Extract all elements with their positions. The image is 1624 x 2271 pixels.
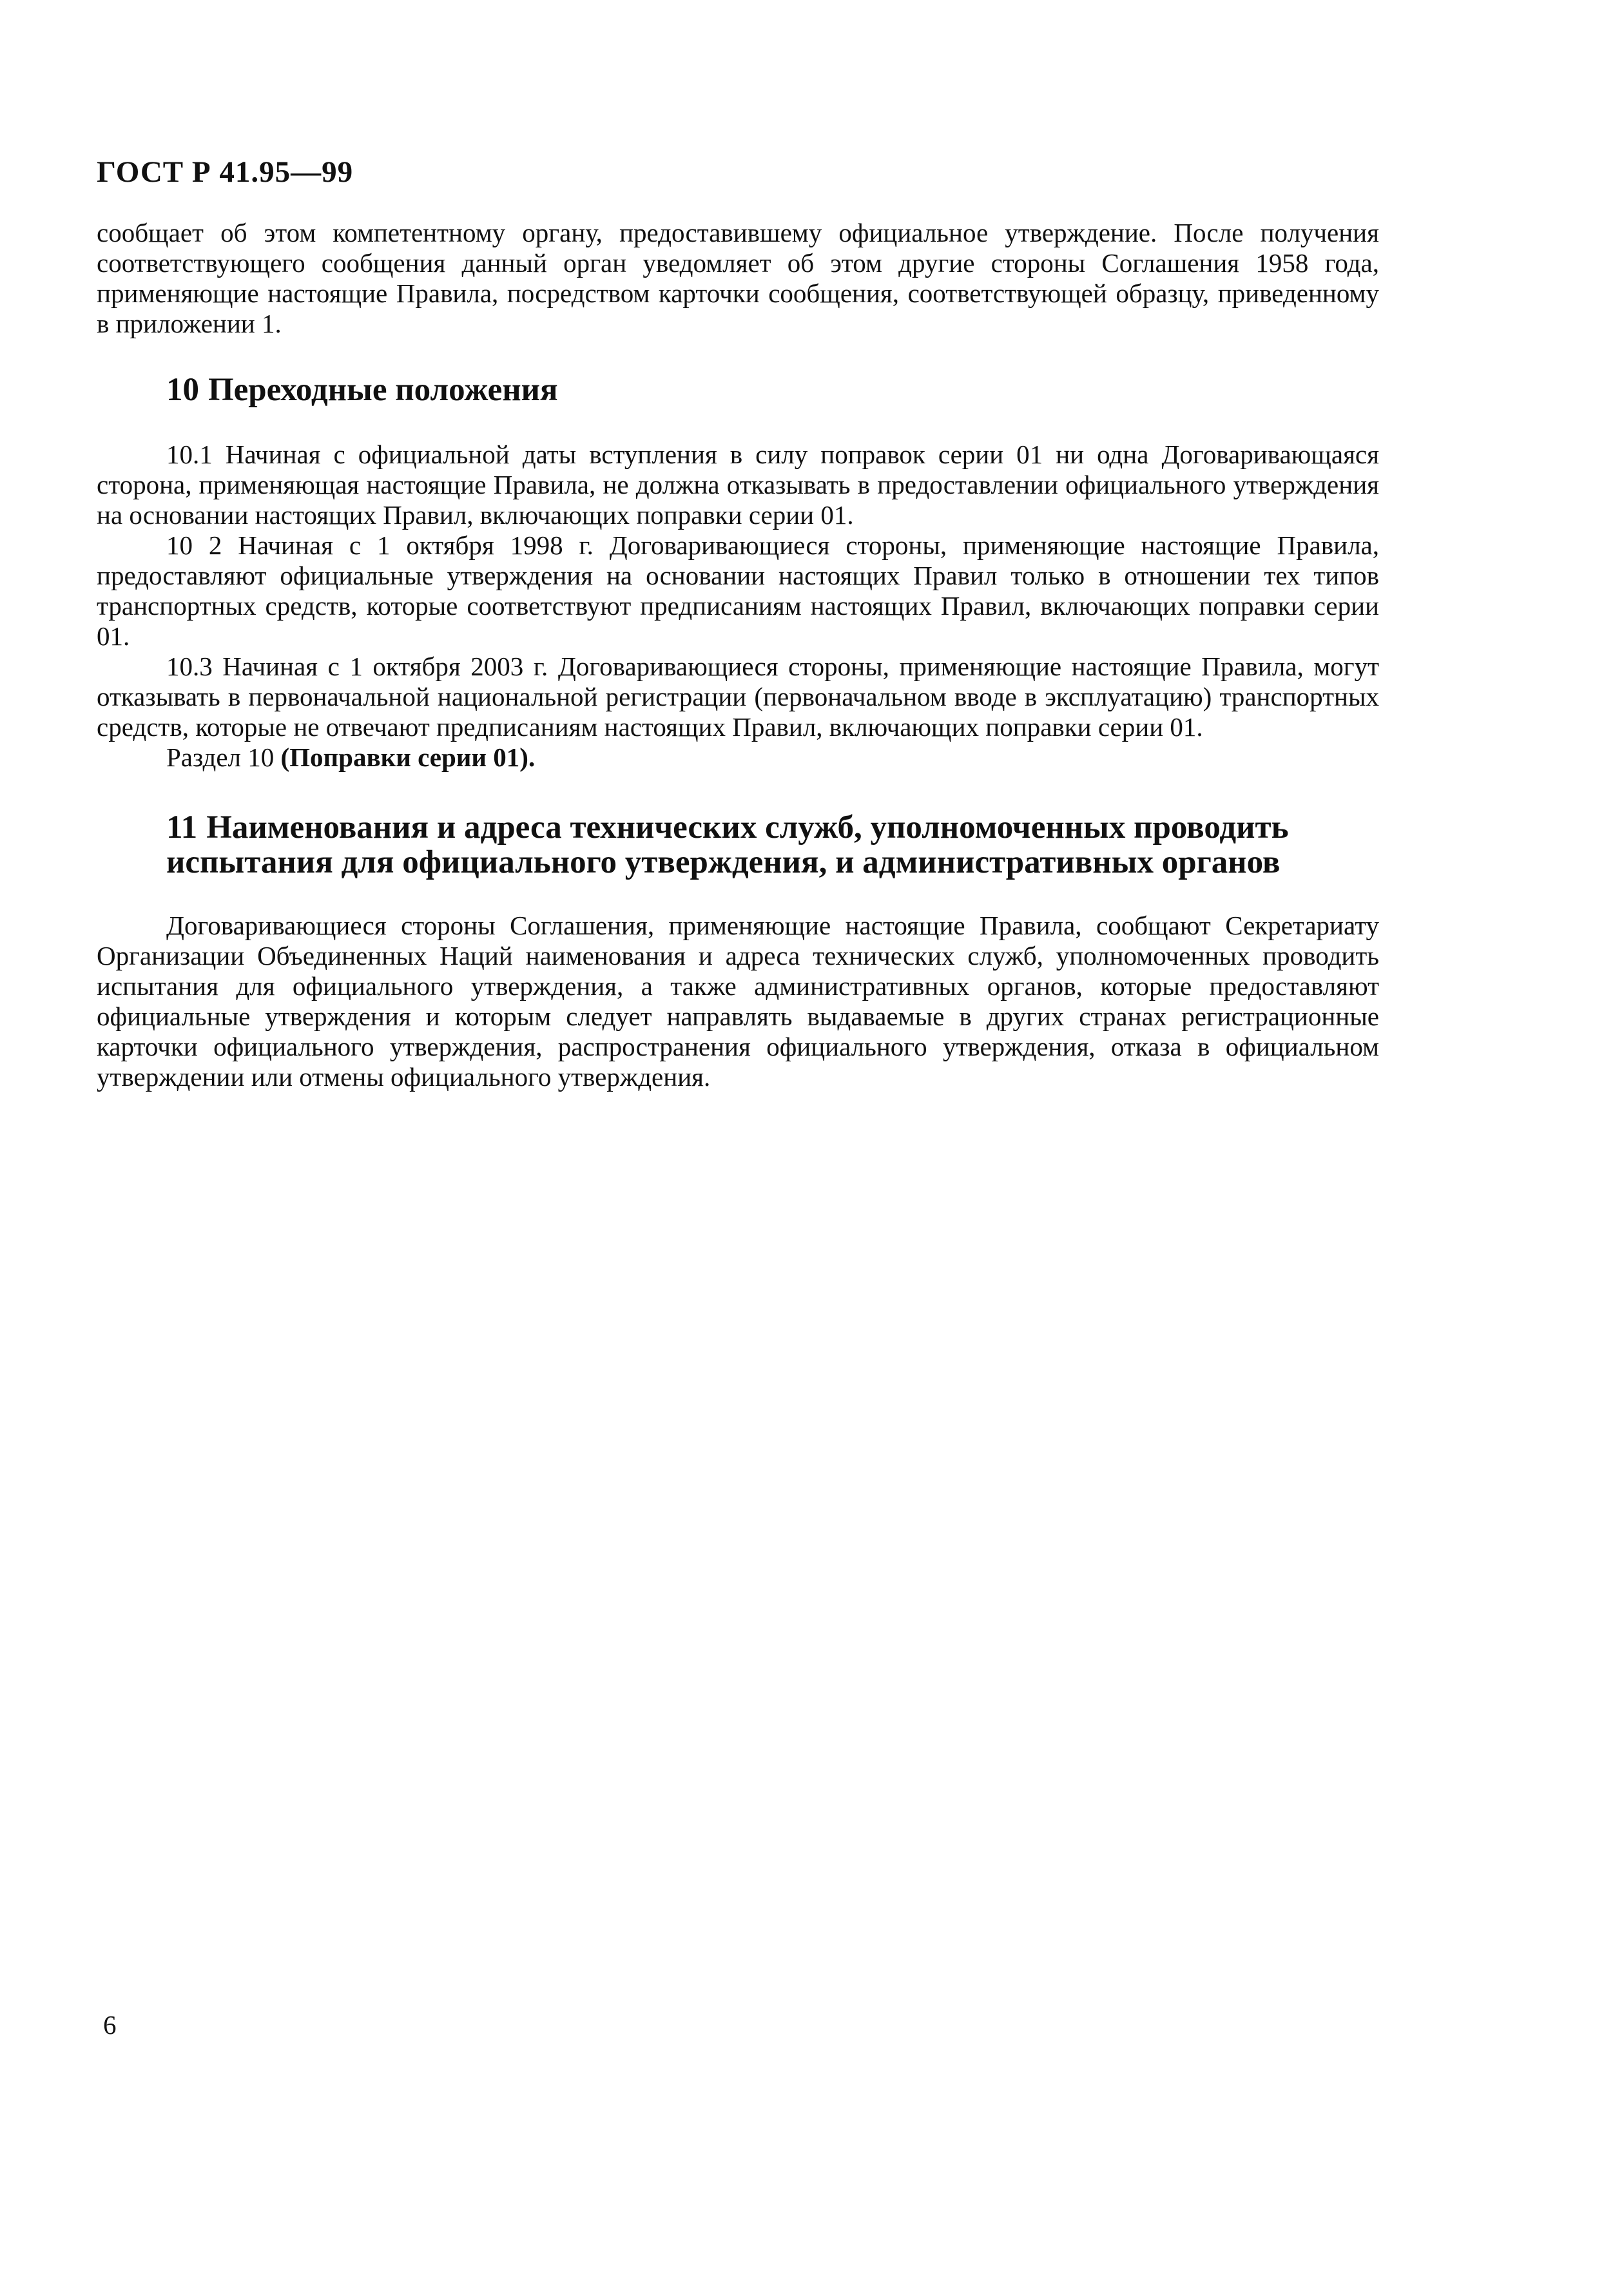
section-10-title: Переходные положения	[208, 372, 558, 408]
document-code: ГОСТ Р 41.95—99	[97, 155, 354, 189]
section-10-note	[97, 742, 1379, 773]
clause-10-1: 10.1 Начиная с официальной даты вступления в силу поправок серии 01 ни одна Договаривающаяся сторона, применяющая настоящие Правила, не должна отказывать в предоставлении официального утверждения на основании настоящих Правил, включающих поправки серии 01.	[97, 440, 1379, 530]
section-10-note-amendment: (Поправки серии 01).	[280, 742, 536, 772]
section-10-number: 10	[166, 372, 199, 408]
section-10-heading	[97, 372, 1379, 407]
section-11-number: 11	[166, 809, 198, 846]
clause-10-2: 10 2 Начиная с 1 октября 1998 г. Договаривающиеся стороны, применяющие настоящие Правила, предоставляют официальные утверждения на основании настоящих Правил только в отношении тех типов транспортных средств, которые соответствуют предписаниям настоящих Правил, включающих поправки серии 01.	[97, 530, 1379, 651]
document-page	[97, 0, 1379, 2271]
intro-paragraph: сообщает об этом компетентному органу, предоставившему официальное утверждение. После получения соответствующего сообщения данный орган уведомляет об этом другие стороны Соглашения 1958 года, применяющие настоящие Правила, посредством карточки сообщения, соответствующей образцу, приведенному в приложении 1.	[97, 218, 1379, 338]
section-11-paragraph: Договаривающиеся стороны Соглашения, применяющие настоящие Правила, сообщают Секретариату Организации Объединенных Наций наименования и адреса технических служб, уполномоченных проводить испытания для официального утверждения, а также административных органов, которые предоставляют официальные утверждения и которым следует направлять выдаваемые в других странах регистрационные карточки официального утверждения, распространения официального утверждения, отказа в официальном утверждении или отмены официального утверждения.	[97, 911, 1379, 1092]
document-body	[97, 218, 1379, 1092]
page-number: 6	[103, 2010, 117, 2040]
clause-10-3: 10.3 Начиная с 1 октября 2003 г. Договаривающиеся стороны, применяющие настоящие Правила, могут отказывать в первоначальной национальной регистрации (первоначальном вводе в эксплуатацию) транспортных средств, которые не отвечают предписаниям настоящих Правил, включающих поправки серии 01.	[97, 652, 1379, 742]
section-10-note-prefix: Раздел 10	[166, 742, 281, 772]
section-11-heading	[97, 810, 1379, 880]
section-11-title: Наименования и адреса технических служб, уполномоченных проводить испытания для официального утверждения, и административных органов	[166, 809, 1289, 880]
